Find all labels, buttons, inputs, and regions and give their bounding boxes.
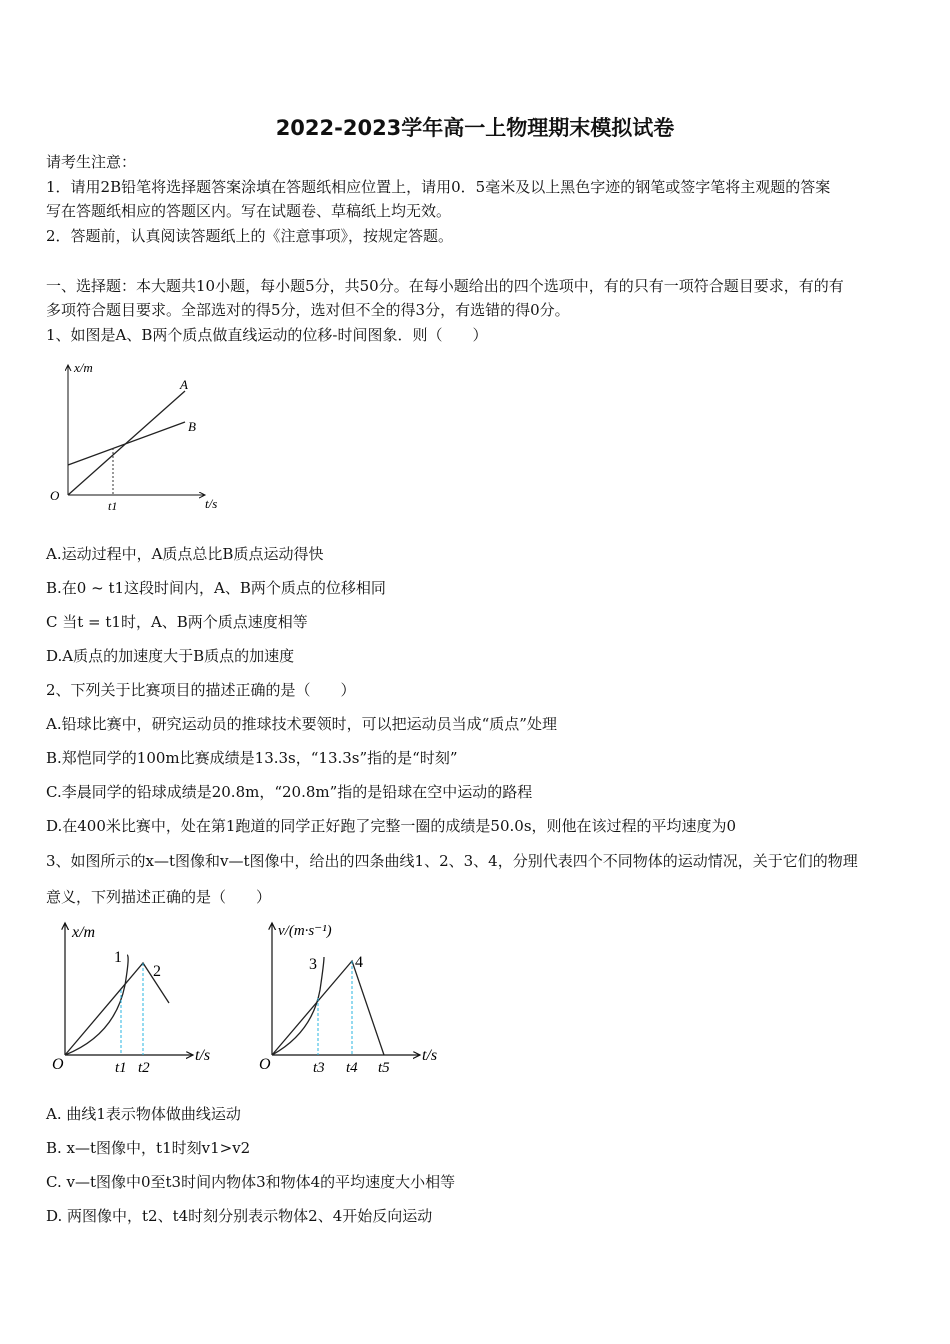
q3-vt-x-label: t/s xyxy=(422,1047,438,1064)
q1-label-b: B xyxy=(188,419,196,434)
q3-tick-t3: t3 xyxy=(313,1060,325,1076)
q1-option-c: C 当t = t1时，A、B两个质点速度相等 xyxy=(46,613,308,631)
page-title: 2022-2023学年高一上物理期末模拟试卷 xyxy=(275,116,675,140)
q3-xt-x-label: t/s xyxy=(195,1047,211,1064)
q3-tick-t5: t5 xyxy=(378,1060,390,1076)
notice-heading: 请考生注意： xyxy=(46,153,137,171)
q3-option-c: C. v—t图像中0至t3时间内物体3和物体4的平均速度大小相等 xyxy=(46,1173,456,1191)
section-intro-line-2: 多项符合题目要求。全部选对的得5分，选对但不全的得3分，有选错的得0分。 xyxy=(46,301,570,319)
q3-vt-y-label: v/(m·s⁻¹) xyxy=(278,923,332,939)
q3-option-b: B. x—t图像中，t1时刻v1>v2 xyxy=(46,1139,251,1157)
q3-xt-y-label: x/m xyxy=(72,924,96,941)
q1-option-a: A.运动过程中，A质点总比B质点运动得快 xyxy=(46,545,324,563)
q3-option-a: A. 曲线1表示物体做曲线运动 xyxy=(46,1105,241,1123)
q3-curve-4 xyxy=(272,961,384,1055)
q1-label-a: A xyxy=(180,377,188,392)
q3-label-curve-4: 4 xyxy=(355,954,363,971)
q1-y-label: x/m xyxy=(74,360,93,375)
q3-tick-t1: t1 xyxy=(115,1060,127,1076)
q3-stem-line-1: 3、如图所示的x—t图像和v—t图像中，给出的四条曲线1、2、3、4，分别代表四个不同物体的运动情况，关于它们的物理 xyxy=(46,852,858,870)
q3-vt-origin: O xyxy=(259,1056,271,1073)
q1-x-label: t/s xyxy=(205,496,218,511)
q3-xt-graph xyxy=(45,915,225,1080)
q1-xt-graph xyxy=(40,355,240,520)
q3-tick-t4: t4 xyxy=(346,1060,358,1076)
q3-option-d: D. 两图像中，t2、t4时刻分别表示物体2、4开始反向运动 xyxy=(46,1207,433,1225)
q3-label-curve-3: 3 xyxy=(309,956,317,973)
q2-option-c: C.李晨同学的铅球成绩是20.8m，“20.8m”指的是铅球在空中运动的路程 xyxy=(46,783,533,801)
q2-option-a: A.铅球比赛中，研究运动员的推球技术要领时，可以把运动员当成“质点”处理 xyxy=(46,715,557,733)
q3-vt-graph xyxy=(252,915,452,1080)
notice-item-1-line-1: 1．请用2B铅笔将选择题答案涂填在答题纸相应位置上，请用0．5毫米及以上黑色字迹的钢笔或签字笔将主观题的答案 xyxy=(46,178,831,196)
q2-option-b: B.郑恺同学的100m比赛成绩是13.3s，“13.3s”指的是“时刻” xyxy=(46,749,458,767)
q1-option-b: B.在0 ~ t1这段时间内，A、B两个质点的位移相同 xyxy=(46,579,386,597)
q1-tick-t1: t1 xyxy=(108,499,118,513)
q1-line-b xyxy=(68,422,185,465)
q2-stem: 2、下列关于比赛项目的描述正确的是（ ） xyxy=(46,681,356,699)
q3-label-curve-1: 1 xyxy=(114,949,122,966)
q3-label-curve-2: 2 xyxy=(153,963,161,980)
section-intro-line-1: 一、选择题：本大题共10小题，每小题5分，共50分。在每小题给出的四个选项中，有的只有一项符合题目要求，有的有 xyxy=(46,277,844,295)
q1-option-d: D.A质点的加速度大于B质点的加速度 xyxy=(46,647,295,665)
q1-stem: 1、如图是A、B两个质点做直线运动的位移-时间图象．则（ ） xyxy=(46,326,488,344)
q3-stem-line-2: 意义，下列描述正确的是（ ） xyxy=(46,888,272,906)
q1-origin: O xyxy=(50,488,60,503)
q3-xt-origin: O xyxy=(52,1056,64,1073)
q3-tick-t2: t2 xyxy=(138,1060,150,1076)
q3-curve-1 xyxy=(65,955,128,1055)
notice-item-1-line-2: 写在答题纸相应的答题区内。写在试题卷、草稿纸上均无效。 xyxy=(46,202,452,220)
notice-item-2: 2．答题前，认真阅读答题纸上的《注意事项》，按规定答题。 xyxy=(46,227,454,245)
q2-option-d: D.在400米比赛中，处在第1跑道的同学正好跑了完整一圈的成绩是50.0s，则他在该过程的平均速度为0 xyxy=(46,817,737,835)
